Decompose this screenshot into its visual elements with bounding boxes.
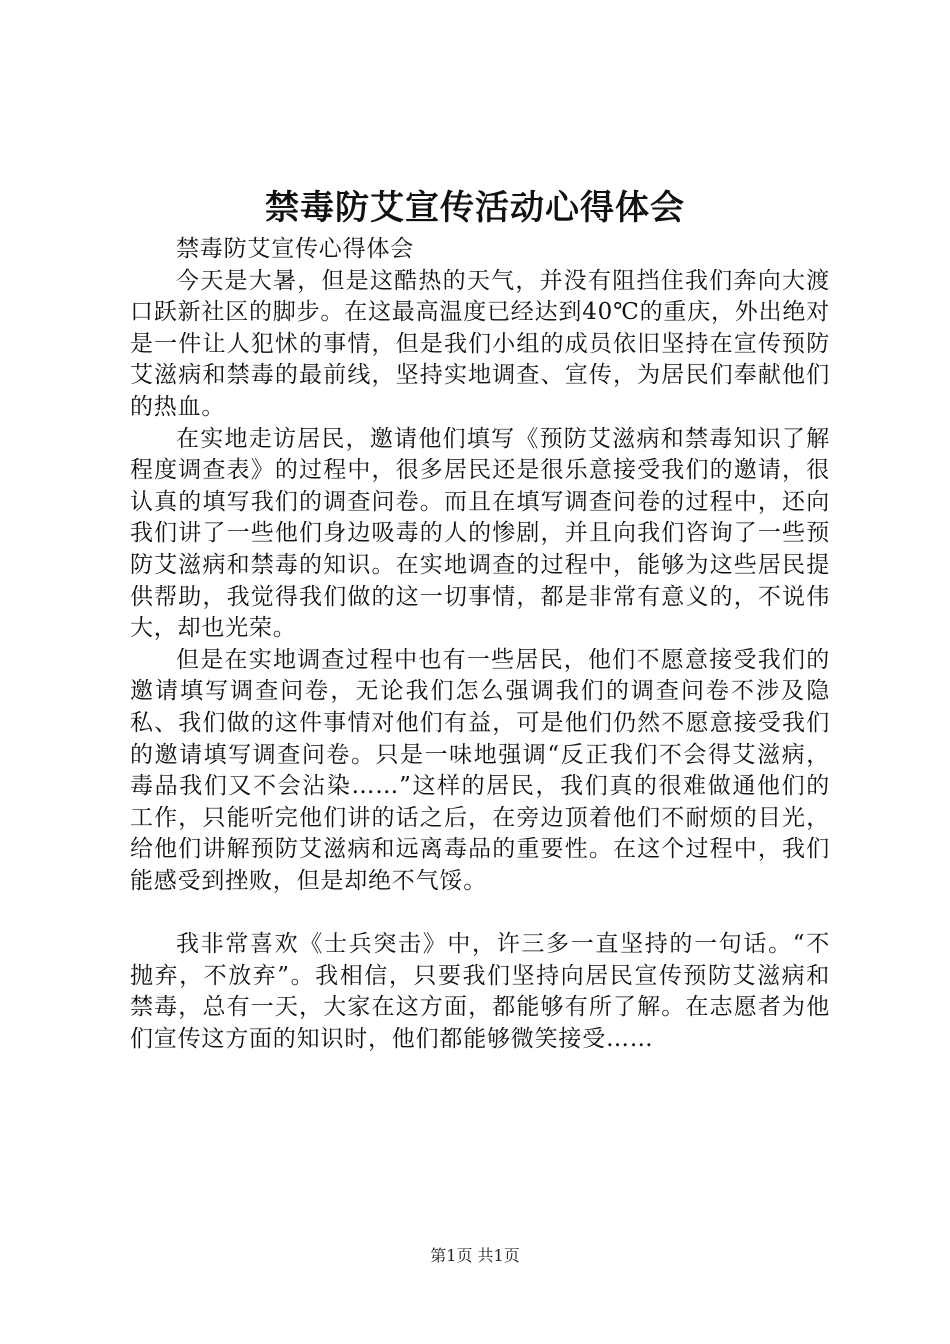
body-paragraph: 在实地走访居民，邀请他们填写《预防艾滋病和禁毒知识了解程度调查表》的过程中，很多居民还是很乐意接受我们的邀请，很认真的填写我们的调查问卷。而且在填写调查问卷的过程中，还向我们讲了一些他们身边吸毒的人的惨剧，并且向我们咨询了一些预防艾滋病和禁毒的知识。在实地调查的过程中，能够为这些居民提供帮助，我觉得我们做的这一切事情，都是非常有意义的，不说伟大，却也光荣。 — [130, 425, 830, 642]
page-title: 禁毒防艾宣传活动心得体会 — [265, 188, 685, 228]
page-number-footer: 第1页 共1页 — [430, 1246, 520, 1265]
document-body — [130, 234, 830, 1055]
body-paragraph: 我非常喜欢《士兵突击》中，许三多一直坚持的一句话。“不抛弃，不放弃”。我相信，只要我们坚持向居民宣传预防艾滋病和禁毒，总有一天，大家在这方面，都能够有所了解。在志愿者为他们宣传这方面的知识时，他们都能够微笑接受…… — [130, 931, 830, 1052]
subtitle-paragraph: 禁毒防艾宣传心得体会 — [176, 236, 414, 262]
body-paragraph: 但是在实地调查过程中也有一些居民，他们不愿意接受我们的邀请填写调查问卷，无论我们怎么强调我们的调查问卷不涉及隐私、我们做的这件事情对他们有益，可是他们仍然不愿意接受我们的邀请填写调查问卷。只是一味地强调“反正我们不会得艾滋病，毒品我们又不会沾染……”这样的居民，我们真的很难做通他们的工作，只能听完他们讲的话之后，在旁边顶着他们不耐烦的目光，给他们讲解预防艾滋病和远离毒品的重要性。在这个过程中，我们能感受到挫败，但是却绝不气馁。 — [130, 646, 830, 894]
body-paragraph: 今天是大暑，但是这酷热的天气，并没有阻挡住我们奔向大渡口跃新社区的脚步。在这最高温度已经达到40℃的重庆，外出绝对是一件让人犯怵的事情，但是我们小组的成员依旧坚持在宣传预防艾滋病和禁毒的最前线，坚持实地调查、宣传，为居民们奉献他们的热血。 — [130, 267, 830, 420]
